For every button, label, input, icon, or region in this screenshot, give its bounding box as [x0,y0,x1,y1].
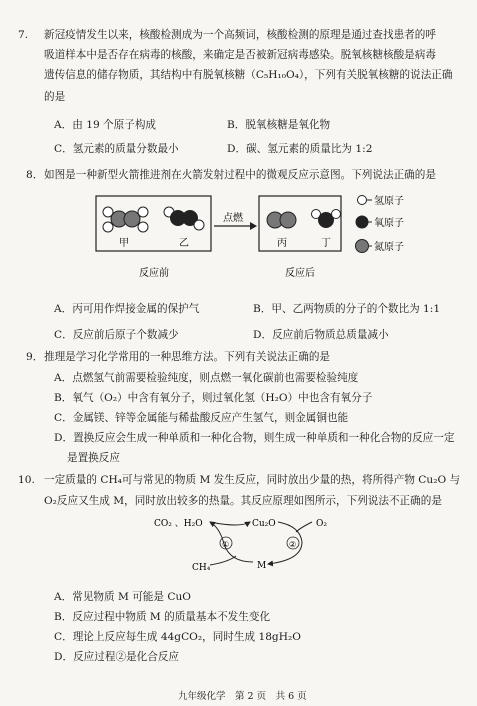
q8-option-a: A．丙可用作焊接金属的保护气 [54,303,200,315]
q7-option-d: D．碳、氢元素的质量比为 1:2 [227,143,373,155]
arc-right-in [296,522,312,532]
q10-option-b: B．反应过程中物质 M 的质量基本不发生变化 [54,611,271,623]
legend-n: 氮原子 [374,242,404,253]
q8-option-d: D．反应前后物质总质量减小 [253,329,389,341]
q10-line-2: O₂反应又生成 M，同时放出较多的热量。其反应原理如图所示，下列说法不正确的是 [44,495,442,507]
q8-option-b: B．甲、乙两物质的分子的个数比为 1:1 [253,303,441,315]
label-ding: 丁 [321,238,331,249]
label-step2: ② [289,540,297,549]
legend [356,194,405,253]
legend-h: 氢原子 [374,196,404,207]
q8-reaction-diagram [90,190,450,288]
label-m: M [257,561,267,571]
q9-option-d-line-2: 是置换反应 [67,452,120,464]
q7-line-1: 新冠疫情发生以来，核酸检测成为一个高频词，核酸检测的原理是通过查找患者的呼 [44,29,436,41]
q7-line-3: 遗传信息的储存物质，其结构中有脱氧核糖（C₅H₁₀O₄），下列有关脱氧核糖的说法正确 [44,69,453,81]
reaction-arrow-head [250,222,257,230]
q10-line-1: 一定质量的 CH₄可与常见的物质 M 发生反应，同时放出少量的热，将所得产物 Cu₂O 与 [44,474,461,486]
label-products: CO₂ 、H₂O [154,519,203,529]
molecule-ding [312,210,341,228]
molecule-yi [164,207,204,230]
q7-option-c: C．氢元素的质量分数最小 [54,143,179,155]
q9-option-a: A．点燃氢气前需要检验纯度，则点燃一氧化碳前也需要检验纯度 [54,372,359,384]
q8-number: 8． [26,169,44,181]
q10-option-c: C．理论上反应每生成 44gCO₂，同时生成 18gH₂O [54,631,301,643]
arrow-label: 点燃 [223,213,243,224]
q7-line-2: 吸道样本中是否存在病毒的核酸，来确定是否被新冠病毒感染。脱氧核糖核酸是病毒 [44,49,436,61]
q9-number: 9． [26,351,44,363]
q9-option-d-line-1: D．置换反应会生成一种单质和一种化合物，则生成一种单质和一种化合物的反应一定 [54,432,455,444]
q8-stem: 如图是一种新型火箭推进剂在火箭发射过程中的微观反应示意图。下列说法正确的是 [44,169,436,181]
label-o2: O₂ [316,519,327,529]
q9-option-b: B．氧气（O₂）中含有氧分子，则过氧化氢（H₂O）中也含有氧分子 [54,392,373,404]
label-bing: 丙 [277,238,287,249]
label-yi: 乙 [179,238,189,249]
q9-stem: 推理是学习化学常用的一种思维方法。下列有关说法正确的是 [44,351,331,363]
molecule-jia [103,207,148,232]
q7-number: 7. [18,29,29,41]
q10-option-a: A．常见物质 M 可能是 CuO [54,591,191,603]
q7-option-b: B．脱氧核糖是氧化物 [227,119,331,131]
before-caption: 反应前 [139,268,169,279]
label-cu2o: Cu₂O [252,519,276,529]
arc-left [210,522,253,562]
q9-option-c: C．金属镁、锌等金属能与稀盐酸反应产生氢气，则金属铜也能 [54,412,349,424]
page-footer: 九年级化学 第 2 页 共 6 页 [178,691,307,702]
arc-left-in [210,556,236,565]
label-ch4: CH₄ [192,563,211,573]
after-caption: 反应后 [285,268,315,279]
label-step1: ① [222,540,230,549]
q10-cycle-diagram [140,510,360,578]
q10-number: 10. [18,474,35,486]
q8-option-c: C．反应前后原子个数减少 [54,329,179,341]
q7-option-a: A．由 19 个原子构成 [54,119,157,131]
label-jia: 甲 [119,238,129,249]
legend-o: 氧原子 [374,218,404,229]
arc-left-top [210,522,250,525]
q10-option-d: D．反应过程②是化合反应 [54,651,180,663]
q7-line-4: 的是 [44,91,66,103]
molecule-bing [267,212,296,228]
